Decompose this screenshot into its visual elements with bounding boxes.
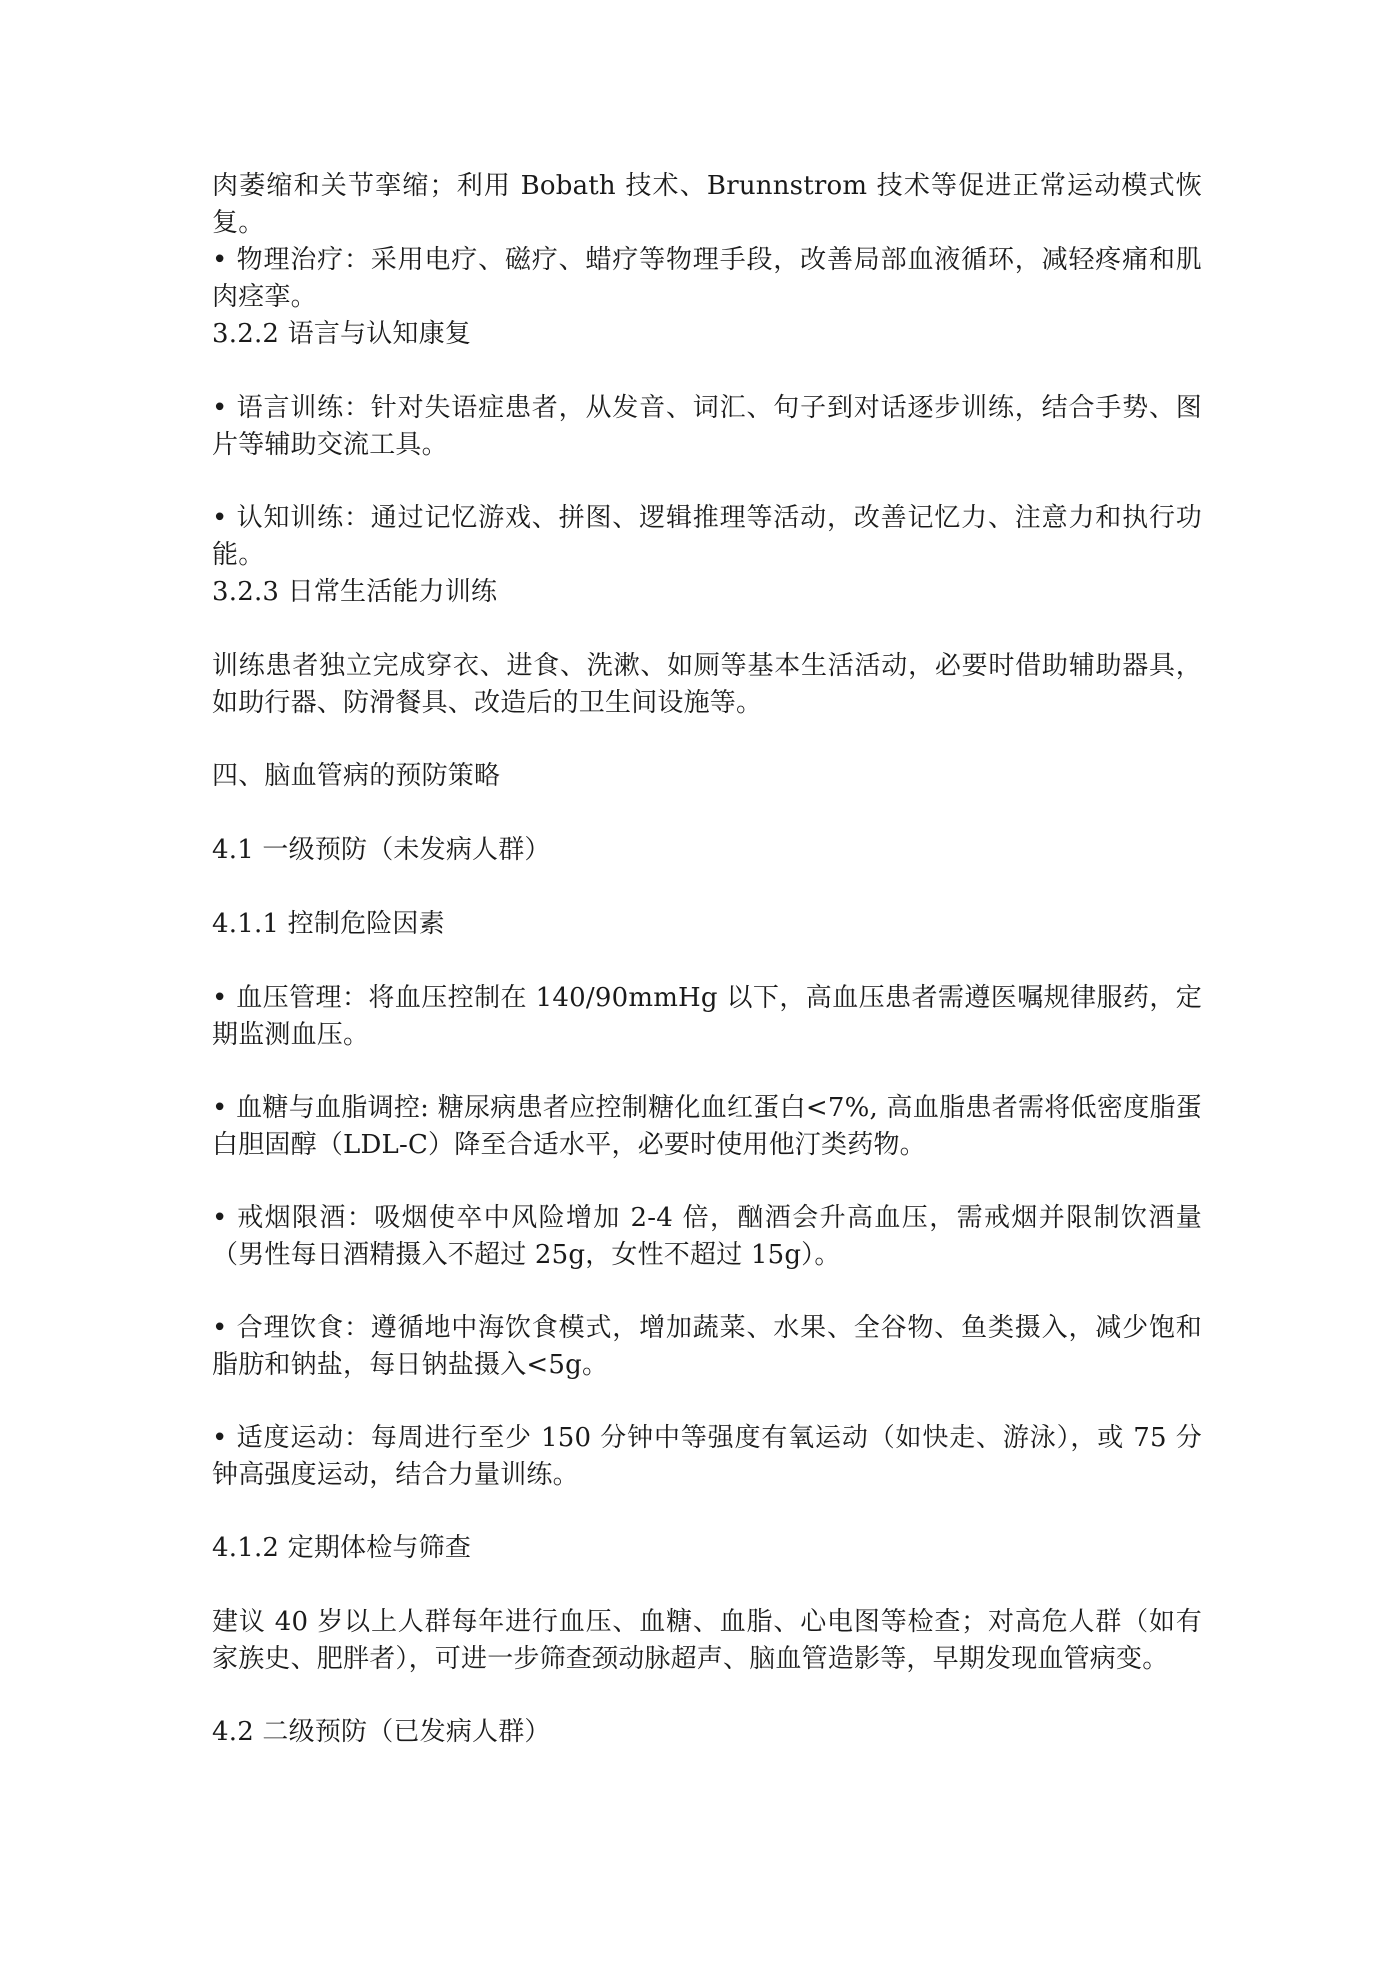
section-heading-4-1-2: 4.1.2 定期体检与筛查	[212, 1533, 472, 1563]
section-heading-4-1: 4.1 一级预防（未发病人群）	[212, 835, 551, 865]
section-heading-3-2-3: 3.2.3 日常生活能力训练	[212, 577, 498, 607]
bullet-blood-pressure: • 血压管理：将血压控制在 140/90mmHg 以下，高血压患者需遵医嘱规律服药，定期监测血压。	[212, 983, 1202, 1050]
bullet-language-training: • 语言训练：针对失语症患者，从发音、词汇、句子到对话逐步训练，结合手势、图片等辅助交流工具。	[212, 393, 1202, 460]
chapter-heading-prevention: 四、脑血管病的预防策略	[212, 761, 501, 791]
paragraph-daily-living-training: 训练患者独立完成穿衣、进食、洗漱、如厕等基本生活活动，必要时借助辅助器具，如助行器、防滑餐具、改造后的卫生间设施等。	[212, 651, 1202, 718]
bullet-cognitive-training: • 认知训练：通过记忆游戏、拼图、逻辑推理等活动，改善记忆力、注意力和执行功能。	[212, 503, 1202, 570]
paragraph-screening: 建议 40 岁以上人群每年进行血压、血糖、血脂、心电图等检查；对高危人群（如有家族史、肥胖者），可进一步筛查颈动脉超声、脑血管造影等，早期发现血管病变。	[212, 1607, 1202, 1674]
bullet-glucose-lipids: • 血糖与血脂调控: 糖尿病患者应控制糖化血红蛋白<7%, 高血脂患者需将低密度脂蛋白胆固醇（LDL-C）降至合适水平，必要时使用他汀类药物。	[212, 1093, 1202, 1160]
bullet-diet: • 合理饮食：遵循地中海饮食模式，增加蔬菜、水果、全谷物、鱼类摄入，减少饱和脂肪和钠盐，每日钠盐摄入<5g。	[212, 1313, 1202, 1380]
paragraph-motor-rehab-continued: 肉萎缩和关节挛缩；利用 Bobath 技术、Brunnstrom 技术等促进正常运动模式恢复。	[212, 171, 1202, 238]
bullet-physical-therapy: • 物理治疗：采用电疗、磁疗、蜡疗等物理手段，改善局部血液循环，减轻疼痛和肌肉痉挛。	[212, 245, 1202, 312]
section-heading-3-2-2: 3.2.2 语言与认知康复	[212, 319, 472, 349]
bullet-exercise: • 适度运动：每周进行至少 150 分钟中等强度有氧运动（如快走、游泳），或 75 分钟高强度运动，结合力量训练。	[212, 1423, 1202, 1490]
bullet-smoking-alcohol: • 戒烟限酒：吸烟使卒中风险增加 2-4 倍，酗酒会升高血压，需戒烟并限制饮酒量（男性每日酒精摄入不超过 25g，女性不超过 15g）。	[212, 1203, 1202, 1270]
section-heading-4-1-1: 4.1.1 控制危险因素	[212, 909, 445, 939]
section-heading-4-2: 4.2 二级预防（已发病人群）	[212, 1717, 551, 1747]
